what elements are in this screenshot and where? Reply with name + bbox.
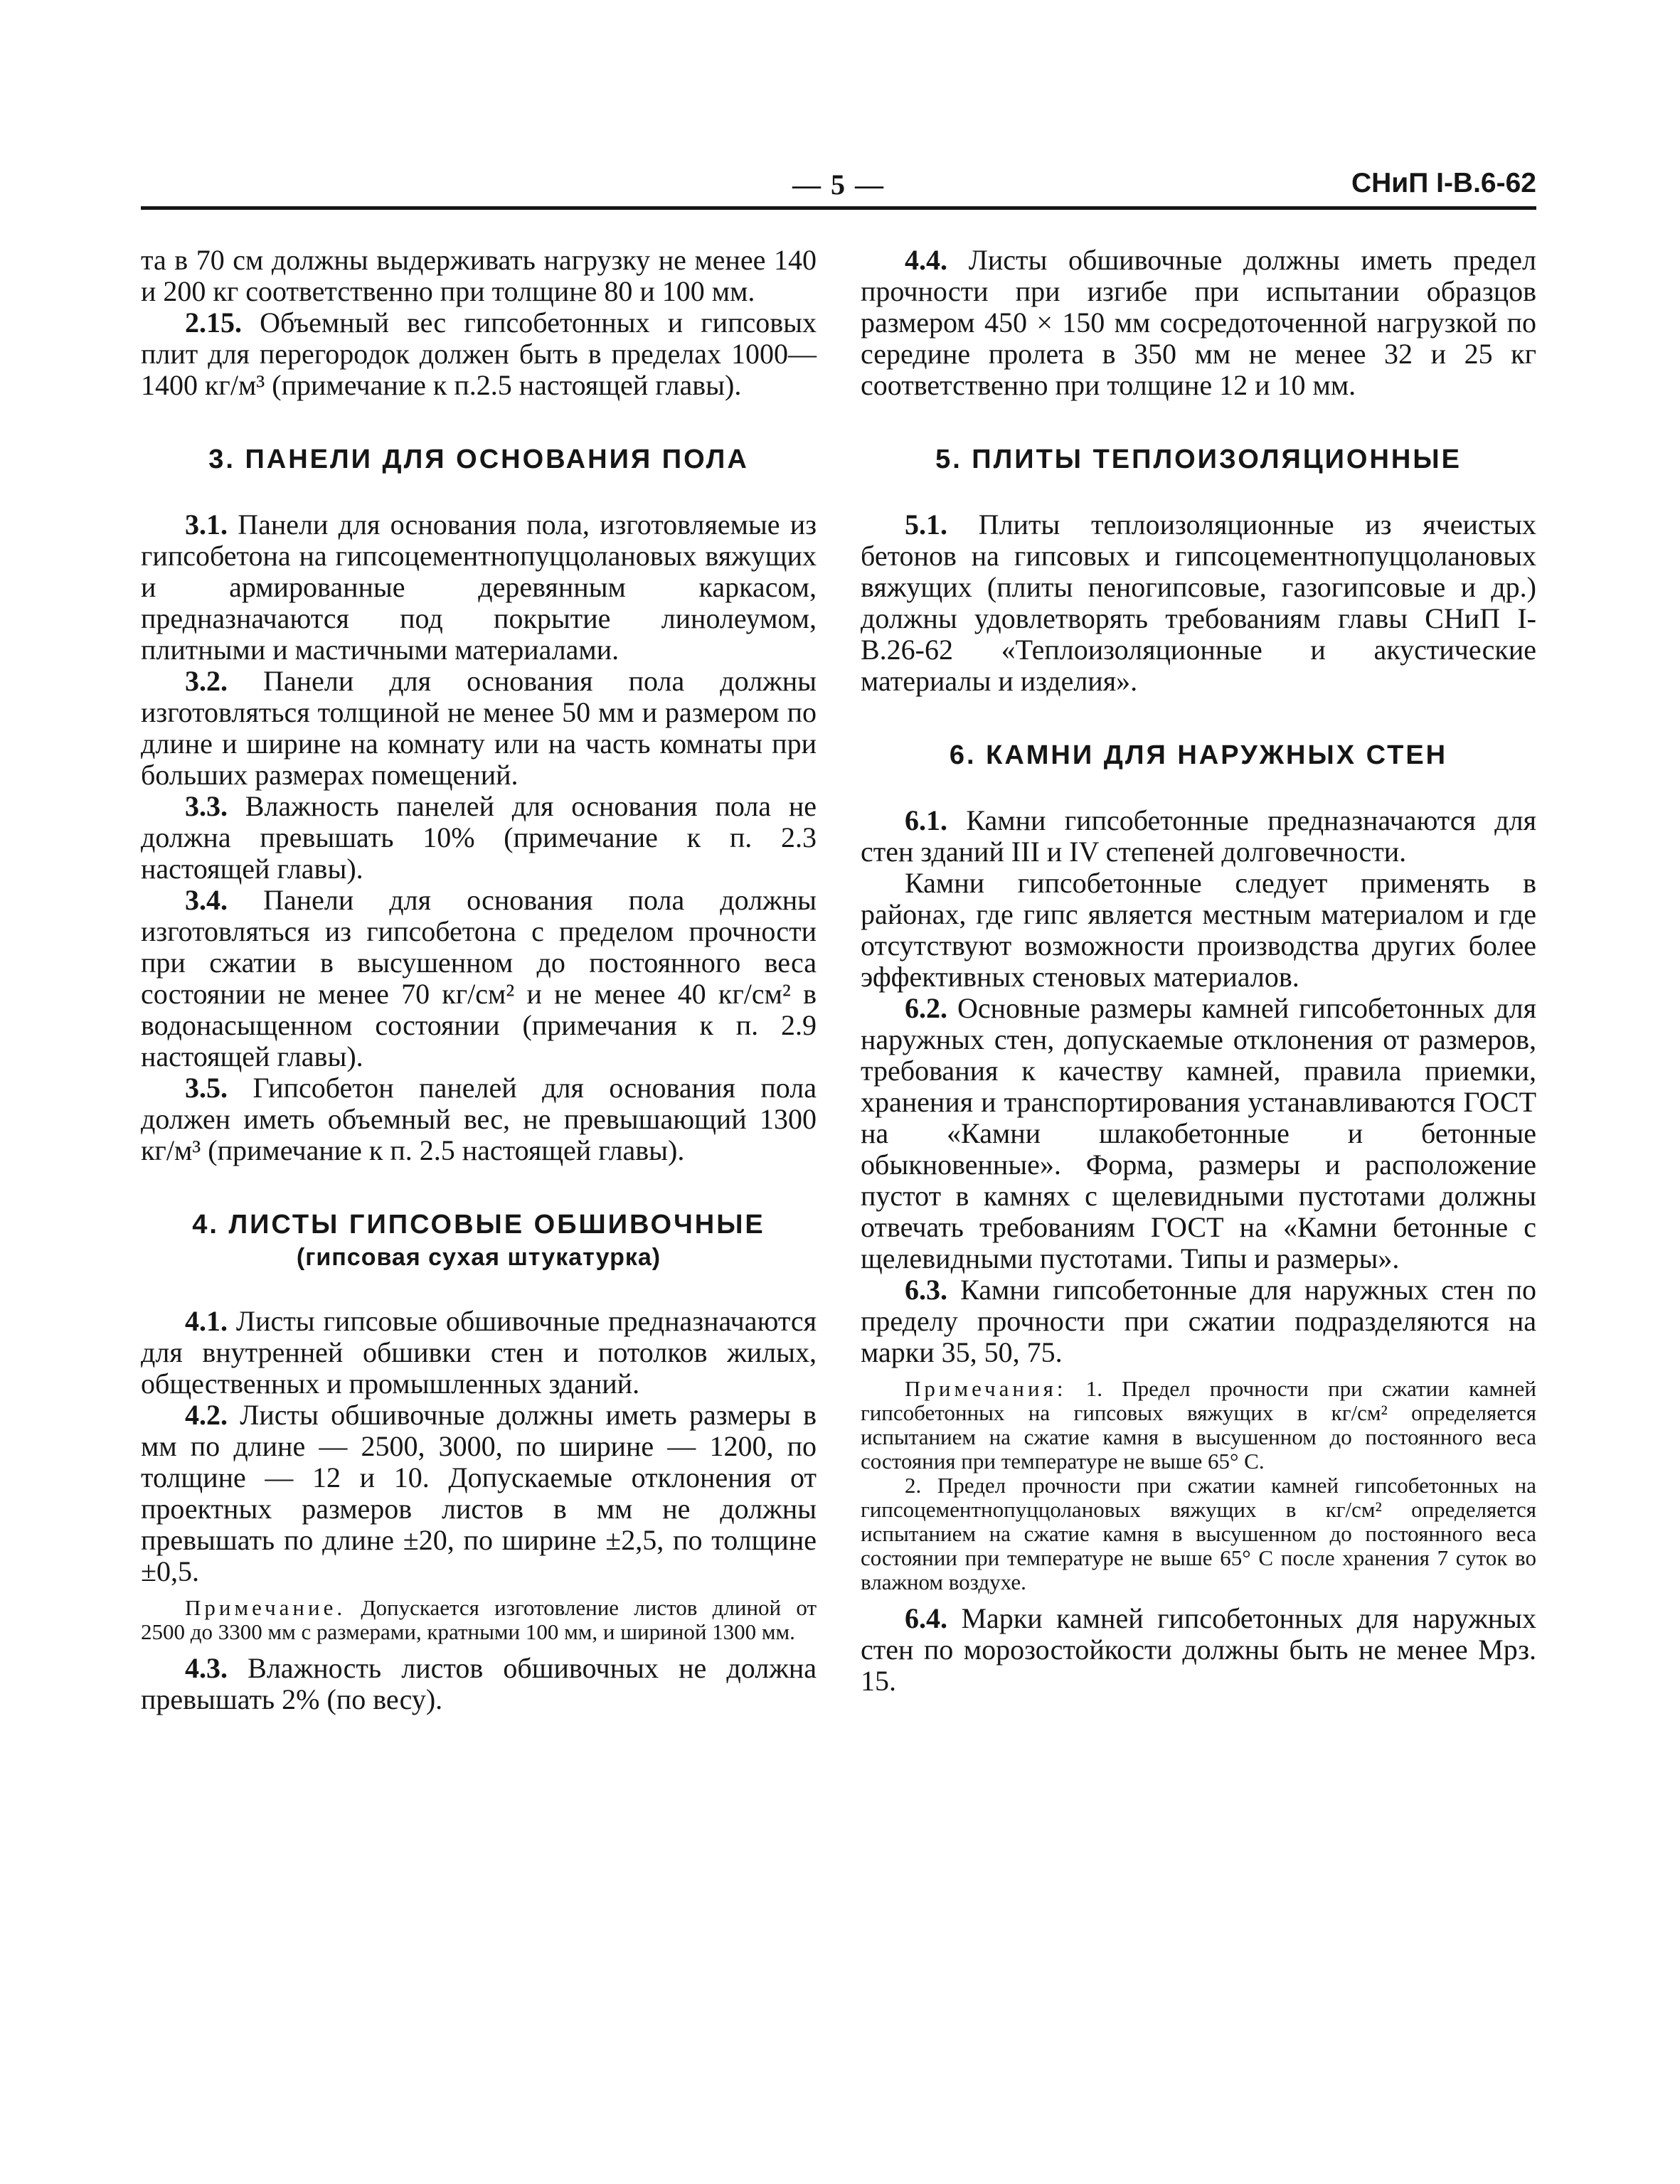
paragraph-text: Плиты теплоизоляционные из ячеистых бетонов на гипсовых и гипсоцементнопуццолановых вяжущих (плиты пеногипсовые, газогипсовые и др.) должны удовлетворять требованиям главы СНиП I-В.26-62 «Теплоизоляционные и акустические материалы и изделия». (861, 508, 1536, 697)
notes-6-3-item-2: 2. Предел прочности при сжатии камней гипсобетонных на гипсоцементнопуццолановых вяжущих в кг/см² определяется испытанием на сжатие камня в высушенном до постоянного веса состоянии при температуре не выше 65° С после хранения 7 суток во влажном воздухе. (861, 1473, 1536, 1594)
paragraph-4-4 (861, 245, 1536, 401)
section-heading-3: 3. ПАНЕЛИ ДЛЯ ОСНОВАНИЯ ПОЛА (208, 444, 749, 474)
section-heading-6: 6. КАМНИ ДЛЯ НАРУЖНЫХ СТЕН (949, 740, 1448, 770)
paragraph-5-1 (861, 509, 1536, 697)
paragraph-text: Камни гипсобетонные предназначаются для стен зданий III и IV степеней долговечности. (861, 804, 1536, 868)
note-4-2 (141, 1596, 817, 1644)
paragraph-number: 6.1. (905, 804, 947, 836)
paragraph-number: 6.4. (905, 1602, 947, 1634)
paragraph-continuation: та в 70 см должны выдерживать нагрузку не менее 140 и 200 кг соответственно при толщине 80 и 100 мм. (141, 244, 817, 307)
notes-heading: Примечания: (905, 1376, 1067, 1401)
document-code: СНиП I-В.6-62 (1351, 168, 1536, 198)
paragraph-number: 2.15. (185, 307, 242, 339)
paragraph-text: Камни гипсобетонные для наружных стен по пределу прочности при сжатии подразделяются на марки 35, 50, 75. (861, 1274, 1536, 1368)
paragraph-text: Влажность панелей для основания пола не должна превышать 10% (примечание к п. 2.3 настоящей главы). (141, 790, 817, 885)
note-text: Допускается изготовление листов длиной от 2500 до 3300 мм с размерами, кратными 100 мм, и шириной 1300 мм. (141, 1595, 817, 1644)
paragraph-6-4 (861, 1603, 1536, 1697)
paragraph-2-15 (141, 307, 817, 401)
paragraph-text: Объемный вес гипсобетонных и гипсовых плит для перегородок должен быть в пределах 1000—1400 кг/м³ (примечание к п.2.5 настоящей главы). (141, 307, 817, 401)
paragraph-3-1 (141, 509, 817, 666)
paragraph-3-3 (141, 791, 817, 885)
page-header (141, 168, 1536, 211)
section-heading-5: 5. ПЛИТЫ ТЕПЛОИЗОЛЯЦИОННЫЕ (935, 444, 1462, 474)
paragraph-number: 4.3. (185, 1652, 228, 1684)
left-column (141, 245, 817, 1715)
paragraph-4-3 (141, 1653, 817, 1715)
paragraph-text: Панели для основания пола должны изготовляться толщиной не менее 50 мм и размером по длине и ширине на комнату или на часть комнаты при больших размерах помещений. (141, 665, 817, 791)
paragraph-6-1 (861, 805, 1536, 868)
paragraph-6-3 (861, 1274, 1536, 1368)
page-number: — 5 — (792, 169, 885, 201)
paragraph-number: 3.5. (185, 1072, 228, 1104)
paragraph-text: Панели для основания пола, изготовляемые из гипсобетона на гипсоцементнопуццолановых вяжущих и армированные деревянным каркасом, предназначаются под покрытие линолеумом, плитными и мастичными материалами. (141, 508, 817, 666)
paragraph-number: 3.4. (185, 884, 228, 916)
paragraph-6-2 (861, 993, 1536, 1274)
paragraph-3-2 (141, 666, 817, 791)
paragraph-text: Панели для основания пола должны изготовляться из гипсобетона с пределом прочности при сжатии в высушенном до постоянного веса состоянии не менее 70 кг/см² и не менее 40 кг/см² в водонасыщенном состоянии (примечания к п. 2.9 настоящей главы). (141, 884, 817, 1072)
paragraph-number: 4.1. (185, 1305, 228, 1337)
paragraph-number: 4.2. (185, 1399, 228, 1431)
paragraph-number: 6.2. (905, 992, 947, 1024)
paragraph-3-4 (141, 885, 817, 1072)
note-heading: Примечание. (185, 1595, 346, 1620)
paragraph-number: 3.3. (185, 790, 228, 822)
paragraph-6-1-continued: Камни гипсобетонные следует применять в районах, где гипс является местным материалом и где отсутствуют возможности производства других более эффективных стеновых материалов. (861, 867, 1536, 993)
section-subheading-4: (гипсовая сухая штукатурка) (296, 1244, 661, 1271)
note-text: 1. Предел прочности при сжатии камней гипсобетонных на гипсовых вяжущих в кг/см² определяется испытанием на сжатие камня в высушенном до постоянного веса состояния при температуре не выше 65° С. (861, 1376, 1536, 1474)
paragraph-4-2 (141, 1400, 817, 1587)
header-rule (141, 206, 1536, 210)
paragraph-4-1 (141, 1306, 817, 1400)
paragraph-text: Листы гипсовые обшивочные предназначаются для внутренней обшивки стен и потолков жилых, общественных и промышленных зданий. (141, 1305, 817, 1400)
section-heading-4: 4. ЛИСТЫ ГИПСОВЫЕ ОБШИВОЧНЫЕ (192, 1210, 765, 1240)
paragraph-text: Листы обшивочные должны иметь предел прочности при изгибе при испытании образцов размером 450 × 150 мм сосредоточенной нагрузкой по середине пролета в 350 мм не менее 32 и 25 кг соответственно при толщине 12 и 10 мм. (861, 244, 1536, 401)
paragraph-text: Влажность листов обшивочных не должна превышать 2% (по весу). (141, 1652, 817, 1715)
paragraph-number: 6.3. (905, 1274, 947, 1306)
paragraph-text: Марки камней гипсобетонных для наружных стен по морозостойкости должны быть не менее Мрз. 15. (861, 1602, 1536, 1697)
paragraph-3-5 (141, 1072, 817, 1166)
paragraph-number: 3.1. (185, 508, 228, 540)
notes-6-3-item-1 (861, 1377, 1536, 1474)
paragraph-number: 5.1. (905, 508, 947, 540)
paragraph-text: Основные размеры камней гипсобетонных для наружных стен, допускаемые отклонения от размеров, требования к качеству камней, правила приемки, хранения и транспортирования устанавливаются ГОСТ на «Камни шлакобетонные и бетонные обыкновенные». Форма, размеры и расположение пустот в камнях с щелевидными пустотами должны отвечать требованиям ГОСТ на «Камни бетонные с щелевидными пустотами. Типы и размеры». (861, 992, 1536, 1274)
paragraph-number: 4.4. (905, 244, 947, 276)
right-column (861, 245, 1536, 1697)
paragraph-text: Листы обшивочные должны иметь размеры в мм по длине — 2500, 3000, по ширине — 1200, по толщине — 12 и 10. Допускаемые отклонения от проектных размеров листов в мм не должны превышать по длине ±20, по ширине ±2,5, по толщине ±0,5. (141, 1399, 817, 1587)
paragraph-text: Гипсобетон панелей для основания пола должен иметь объемный вес, не превышающий 1300 кг/м³ (примечание к п. 2.5 настоящей главы). (141, 1072, 817, 1166)
paragraph-number: 3.2. (185, 665, 228, 697)
